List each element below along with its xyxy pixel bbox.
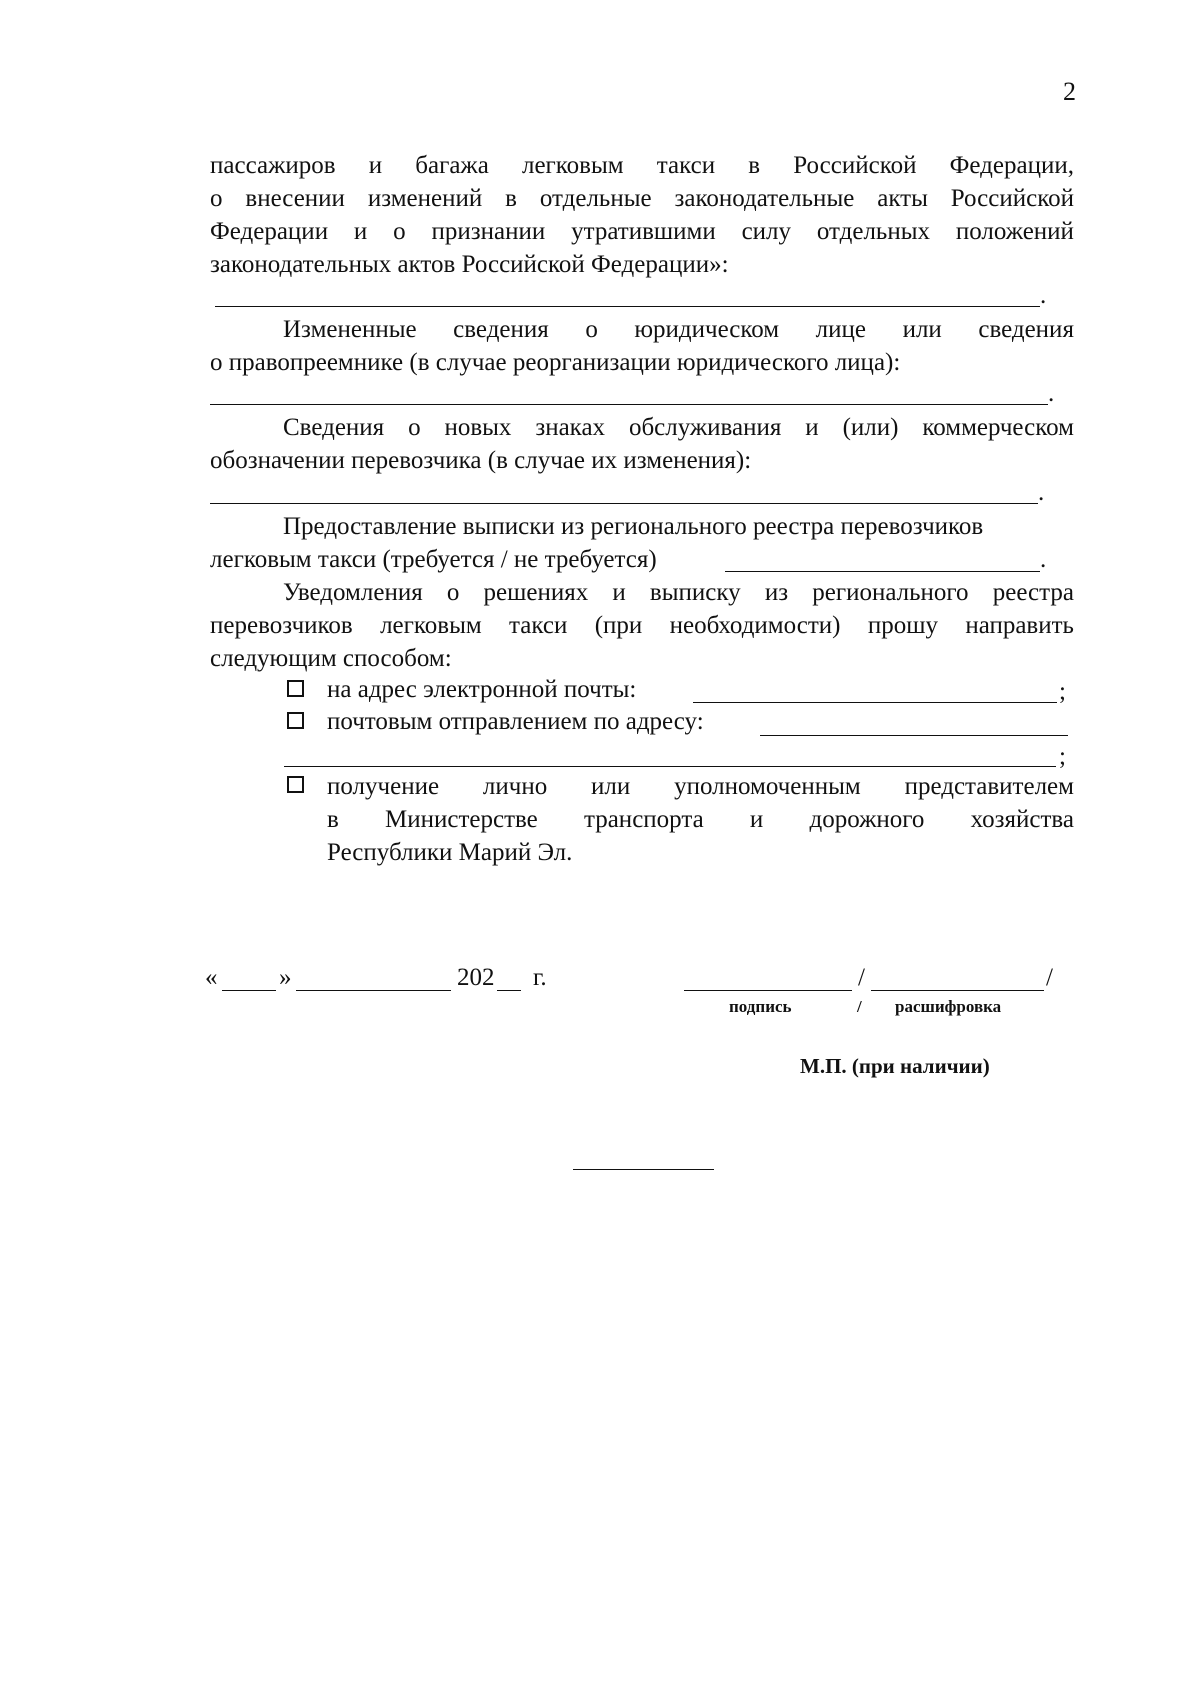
intro-line-1 [210,150,1074,182]
fill-line-changed-info[interactable] [210,404,1048,405]
word: внесении [245,185,345,212]
service-marks-line-1 [283,412,1074,444]
fill-line-end: . [1040,282,1047,309]
date-month-field[interactable] [296,990,451,991]
word: необходимости) [669,612,841,639]
word: лице [815,316,867,343]
word: решениях [483,579,589,606]
changed-info-line-1 [283,314,1074,346]
checkbox-post[interactable] [287,712,304,729]
extract-line-2: легковым такси (требуется / не требуется) [210,546,657,573]
option-email-end: ; [1059,678,1066,705]
word: Измененные [283,316,417,343]
word: новых [444,414,512,441]
word: о [408,414,421,441]
word: силу [741,218,792,245]
word: Российской [950,185,1074,212]
word: (или) [842,414,899,441]
checkbox-email[interactable] [287,680,304,697]
word: акты [877,185,928,212]
date-open-quote: « [205,964,218,991]
word: реестра [992,579,1074,606]
notifications-line-3: следующим способом: [210,645,452,672]
word: регионального [812,579,969,606]
word: из [764,579,789,606]
word: Сведения [283,414,385,441]
word: пассажиров [210,152,336,179]
notifications-line-2 [210,610,1074,642]
fill-line-extract[interactable] [725,571,1040,572]
word: дорожного [809,806,925,833]
fill-line-legal-basis[interactable] [215,306,1040,307]
caption-slash: / [857,997,862,1016]
word: багажа [415,152,489,179]
word: положений [955,218,1074,245]
option-post-label: почтовым отправлением по адресу: [327,708,704,735]
date-year: 202 [457,964,495,991]
postal-address-field-2[interactable] [284,766,1056,767]
word: Федерации, [949,152,1074,179]
word: лично [482,773,548,800]
checkbox-personal[interactable] [287,776,304,793]
service-marks-line-2: обозначении перевозчика (в случае их изменения): [210,447,752,474]
word: сведения [453,316,549,343]
word: и [749,806,764,833]
caption-signature: подпись [729,997,792,1016]
word: такси [509,612,568,639]
option-personal-line-1 [327,771,1074,803]
page-number: 2 [1063,77,1076,106]
word: легковым [521,152,624,179]
caption-decoding: расшифровка [895,997,1002,1016]
word: транспорта [583,806,704,833]
fill-line-end: . [1040,546,1047,573]
word: о [393,218,406,245]
word: обслуживания [628,414,782,441]
word: Федерации [210,218,329,245]
intro-line-4: законодательных актов Российской Федерации»: [210,251,729,278]
fill-line-end: . [1038,479,1045,506]
option-personal-line-3: Республики Марий Эл. [327,839,573,866]
signature-slash-2: / [1046,964,1053,991]
word: утратившими [571,218,716,245]
date-day-field[interactable] [222,990,276,991]
word: выписку [649,579,741,606]
word: о [446,579,460,606]
word: хозяйства [970,806,1074,833]
end-divider [573,1169,714,1170]
fill-line-service-marks[interactable] [210,503,1038,504]
word: юридическом [634,316,780,343]
word: легковым [380,612,482,639]
word: и [805,414,819,441]
notifications-line-1 [283,577,1074,609]
word: коммерческом [922,414,1074,441]
option-post-end: ; [1059,743,1066,770]
word: изменений [367,185,483,212]
date-close-quote: » [279,964,292,991]
signature-decoding-field[interactable] [871,990,1044,991]
word: о [210,185,223,212]
intro-line-2 [210,183,1074,215]
word: отдельные [539,185,652,212]
intro-line-3 [210,216,1074,248]
date-year-suffix: г. [533,964,547,991]
changed-info-line-2: о правопреемнике (в случае реорганизации юридического лица): [210,349,901,376]
word: такси [656,152,716,179]
word: прошу [867,612,938,639]
word: законодательные [674,185,855,212]
word: направить [965,612,1074,639]
word: или [902,316,942,343]
word: Российской [793,152,917,179]
signature-field[interactable] [684,990,852,991]
date-year-field[interactable] [497,990,521,991]
option-email-label: на адрес электронной почты: [327,676,637,703]
word: и [368,152,383,179]
postal-address-field-1[interactable] [760,735,1068,736]
signature-slash-1: / [858,964,865,991]
word: в [505,185,517,212]
word: признании [431,218,546,245]
seal-note: М.П. (при наличии) [800,1054,990,1078]
word: и [353,218,368,245]
extract-line-1: Предоставление выписки из регионального реестра перевозчиков [283,513,984,540]
word: или [591,773,631,800]
email-field[interactable] [693,702,1057,703]
word: в [748,152,761,179]
word: (при [594,612,643,639]
word: перевозчиков [210,612,353,639]
word: представителем [904,773,1074,800]
word: уполномоченным [674,773,861,800]
word: сведения [978,316,1074,343]
option-personal-line-2 [327,804,1074,836]
fill-line-end: . [1048,380,1055,407]
word: знаках [535,414,606,441]
word: и [612,579,626,606]
word: Уведомления [283,579,423,606]
word: отдельных [816,218,930,245]
word: в [327,806,339,833]
word: о [585,316,598,343]
word: получение [327,773,440,800]
word: Министерстве [385,806,538,833]
